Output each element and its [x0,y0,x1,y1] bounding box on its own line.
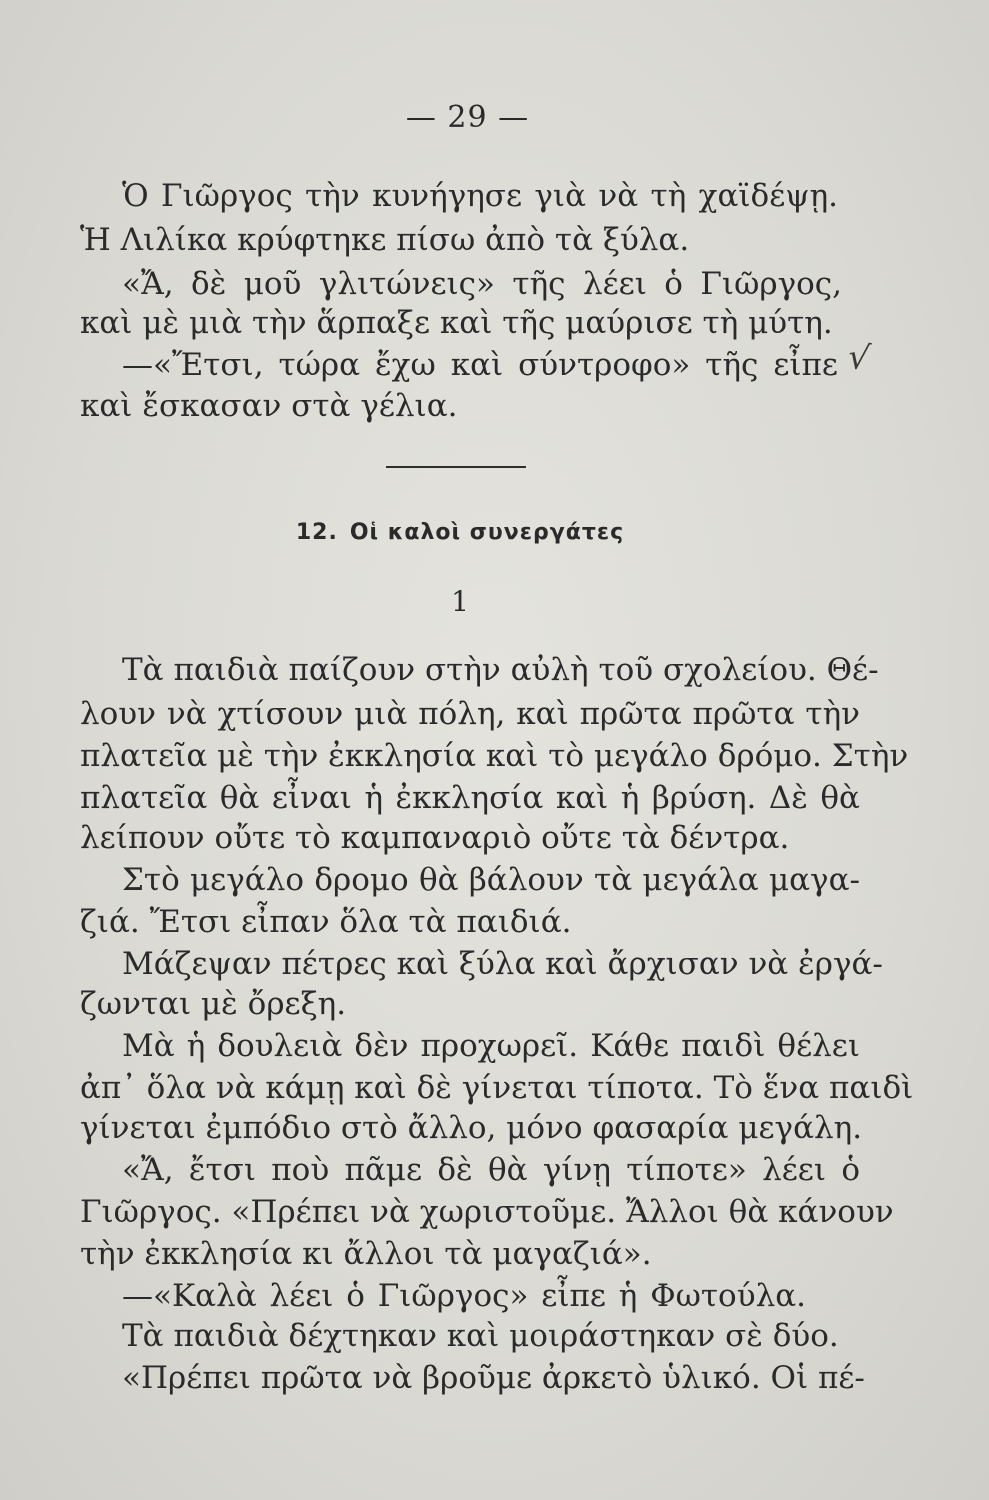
text-line: Τὰ παιδιὰ παίζουν στὴν αὐλὴ τοῦ σχολείου. Θέ- [122,652,879,688]
section-number: 12. [295,520,338,545]
section-title: Οἱ καλοὶ συνεργάτες [349,520,625,545]
text-line: πλατεῖα θὰ εἶναι ἡ ἐκκλησία καὶ ἡ βρύση. Δὲ θὰ [80,780,860,816]
section-divider [386,466,526,468]
text-line: γίνεται ἐμπόδιο στὸ ἄλλο, μόνο φασαρία μεγάλη. [80,1110,863,1146]
text-line: τὴν ἐκκλησία κι ἄλλοι τὰ μαγαζιά». [80,1236,652,1272]
text-line: —«Ἔτσι, τώρα ἔχω καὶ σύντροφο» τῆς εἶπε [122,347,838,383]
text-line: —«Καλὰ λέει ὁ Γιῶργος» εἶπε ἡ Φωτούλα. [122,1278,806,1314]
text-line: καὶ μὲ μιὰ τὴν ἅρπαξε καὶ τῆς μαύρισε τὴ μύτη. [80,305,833,341]
text-line: Μὰ ἡ δουλειὰ δὲν προχωρεῖ. Κάθε παιδὶ θέλει [122,1028,860,1064]
text-line: καὶ ἔσκασαν στὰ γέλια. [80,388,458,424]
handwritten-checkmark: √ [845,336,873,380]
text-line: Τὰ παιδιὰ δέχτηκαν καὶ μοιράστηκαν σὲ δύο. [122,1318,839,1354]
text-line: «Πρέπει πρῶτα νὰ βροῦμε ἀρκετὸ ὑλικό. Οἱ πέ- [122,1360,865,1396]
section-heading [0,520,920,545]
text-line: Γιῶργος. «Πρέπει νὰ χωριστοῦμε. Ἄλλοι θὰ κάνουν [80,1194,894,1230]
text-line: Ὁ Γιῶργος τὴν κυνήγησε γιὰ νὰ τὴ χαϊδέψῃ. [122,178,838,214]
text-line: πλατεῖα μὲ τὴν ἐκκλησία καὶ τὸ μεγάλο δρόμο. Στὴν [80,738,909,774]
text-line: λείπουν οὔτε τὸ καμπαναριὸ οὔτε τὰ δέντρα. [80,820,790,856]
text-line: Στὸ μεγάλο δρομο θὰ βάλουν τὰ μεγάλα μαγα- [122,862,860,898]
text-line: λουν νὰ χτίσουν μιὰ πόλη, καὶ πρῶτα πρῶτα τὴν [80,696,860,732]
subsection-number: 1 [451,585,469,618]
page-number: — 29 — [405,100,530,135]
text-line: ἀπ᾿ ὅλα νὰ κάμῃ καὶ δὲ γίνεται τίποτα. Τὸ ἕνα παιδὶ [80,1070,914,1106]
text-line: ζιά. Ἔτσι εἶπαν ὅλα τὰ παιδιά. [80,904,572,940]
text-line: Μάζεψαν πέτρες καὶ ξύλα καὶ ἄρχισαν νὰ ἐργά- [122,946,883,982]
text-line: «Ἄ, δὲ μοῦ γλιτώνεις» τῆς λέει ὁ Γιῶργος, [122,266,842,302]
text-line: «Ἄ, ἔτσι ποὺ πᾶμε δὲ θὰ γίνῃ τίποτε» λέει ὁ [122,1152,860,1188]
text-line: ζωνται μὲ ὄρεξη. [80,986,347,1022]
text-line: Ἡ Λιλίκα κρύφτηκε πίσω ἀπὸ τὰ ξύλα. [80,222,690,258]
